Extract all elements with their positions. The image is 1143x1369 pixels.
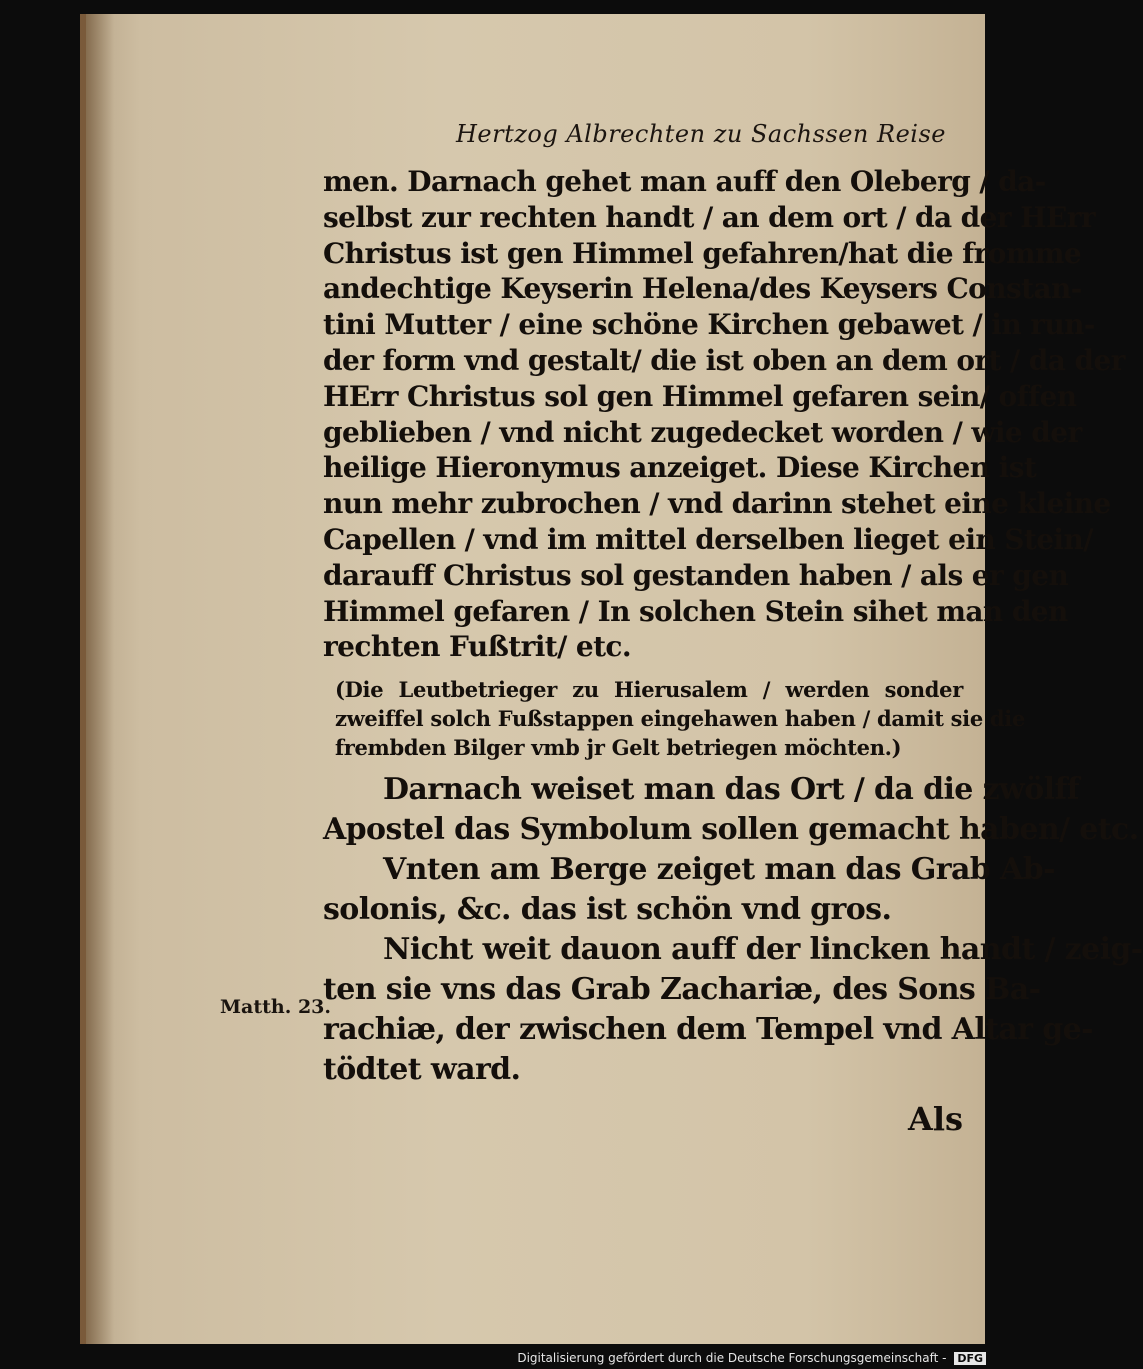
text-line: heilige Hieronymus anzeiget. Diese Kirchen ist — [323, 451, 1037, 485]
text-line: selbst zur rechten handt / an dem ort / da der HErr — [323, 200, 1096, 234]
text-line: ten sie vns das Grab Zachariæ, des Sons Ba- — [323, 972, 1041, 1008]
text-line: HErr Christus sol gen Himmel gefaren sein/ offen — [323, 379, 1077, 413]
text-line: nun mehr zubrochen / vnd darinn stehet eine kleine — [323, 487, 1111, 521]
text-line: Capellen / vnd im mittel derselben lieget ein Stein/ — [323, 522, 1093, 556]
catchword: Als — [908, 1100, 963, 1138]
note-line: frembden Bilger vmb jr Gelt betriegen möchten.) — [335, 735, 902, 761]
text-line: geblieben / vnd nicht zugedecket worden / wie der — [323, 415, 1082, 449]
parenthetical-note — [323, 675, 1026, 762]
footer-text: Digitalisierung gefördert durch die Deutsche Forschungsgemeinschaft - — [517, 1351, 947, 1365]
dfg-logo: DFG — [954, 1352, 986, 1365]
paragraph-main — [323, 164, 1125, 665]
digitization-footer — [517, 1351, 986, 1365]
text-line: solonis, &c. das ist schön vnd gros. — [323, 892, 892, 928]
text-line: darauff Christus sol gestanden haben / als er gen — [323, 558, 1069, 592]
text-line: Christus ist gen Himmel gefahren/hat die fromme — [323, 236, 1082, 270]
text-line: der form vnd gestalt/ die ist oben an dem ort / da der — [323, 343, 1125, 377]
text-line: tini Mutter / eine schöne Kirchen gebawet / in run- — [323, 308, 1095, 342]
paragraph-absalom — [323, 850, 1055, 930]
text-line: Himmel gefaren / In solchen Stein sihet man den — [323, 594, 1068, 628]
note-line: zweiffel solch Fußstappen eingehawen haben / damit sie die — [335, 706, 1026, 732]
text-line: rechten Fußtrit/ etc. — [323, 630, 632, 664]
paragraph-apostles — [323, 770, 1139, 850]
text-line: rachiæ, der zwischen dem Tempel vnd Altar ge- — [323, 1012, 1094, 1048]
margin-note: Matth. 23. — [220, 996, 331, 1018]
note-line: (Die Leutbetrieger zu Hierusalem / werden sonder — [335, 677, 963, 703]
text-line: Nicht weit dauon auff der lincken handt / zeig- — [383, 932, 1143, 968]
paragraph-zacharias — [323, 930, 1143, 1090]
text-line: andechtige Keyserin Helena/des Keysers Constan- — [323, 272, 1082, 306]
text-line: Vnten am Berge zeiget man das Grab Ab- — [383, 852, 1055, 888]
text-line: men. Darnach gehet man auff den Oleberg / da- — [323, 165, 1046, 198]
text-line: Apostel das Symbolum sollen gemacht haben/ etc. — [323, 812, 1139, 848]
running-head: Hertzog Albrechten zu Sachssen Reise — [456, 120, 946, 148]
main-text-block — [323, 164, 1143, 1090]
text-line: tödtet ward. — [323, 1052, 521, 1088]
page-spine-shadow — [86, 14, 114, 1344]
book-page — [80, 14, 1143, 1344]
text-line: Darnach weiset man das Ort / da die zwölff — [383, 772, 1080, 808]
